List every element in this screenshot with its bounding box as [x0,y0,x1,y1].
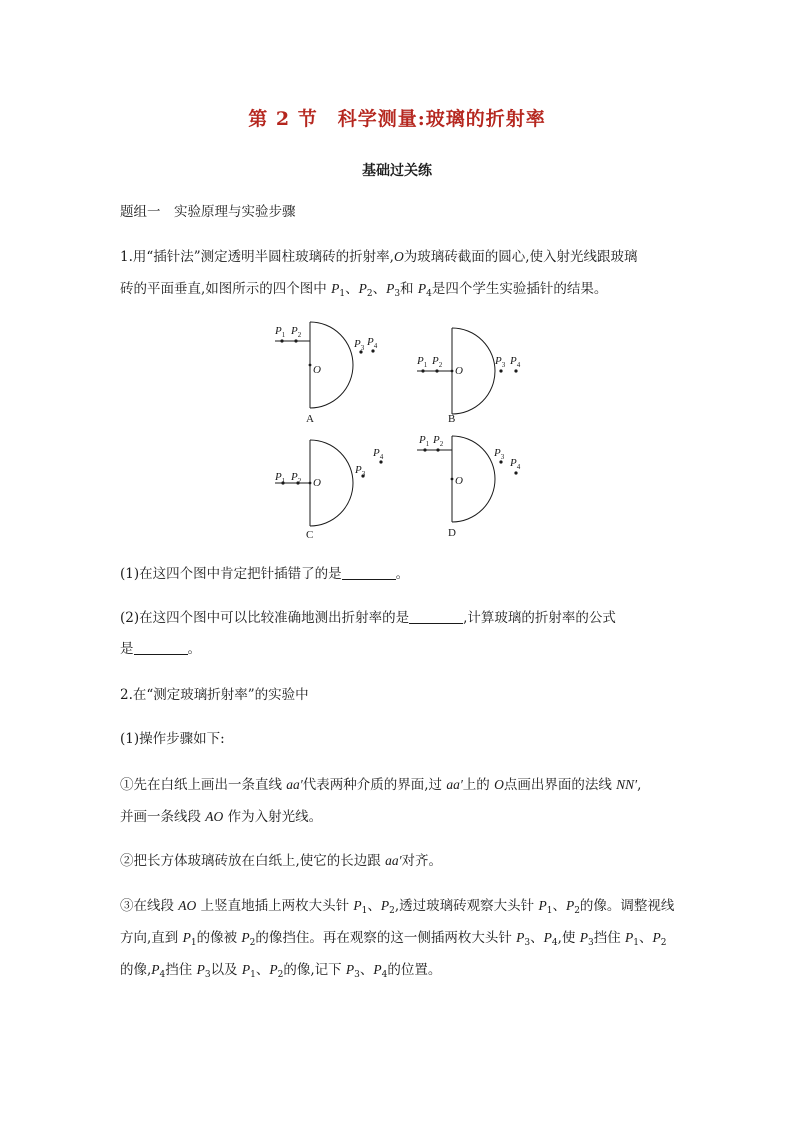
panel-c-center-o [309,482,312,485]
section-subtitle: 基础过关练 [362,163,432,179]
panel-c-label-p1: $P_1$ [275,471,286,485]
question-2-step-2: ②把长方体玻璃砖放在白纸上,使它的长边跟 aa′对齐。 [120,853,443,869]
panel-a-label-p3: $P_3$ [354,338,365,352]
question-1-part-2: (2)在这四个图中可以比较准确地测出折射率的是 ,计算玻璃的折射率的公式 是 。 [120,610,616,657]
panel-d-label-p1: $P_1$ [419,434,430,448]
panel-b-label-p4: $P_4$ [510,355,521,369]
panel-a-pin-p1 [280,339,283,342]
panel-b-pin-p4 [514,369,517,372]
panel-c-label-p4: $P_4$ [373,447,384,461]
panel-b-caption: B [448,413,456,425]
panel-a-label-p4: $P_4$ [367,336,378,350]
panel-b-label-p1: $P_1$ [417,355,428,369]
panel-d-pin-p2 [436,448,439,451]
panel-d-pin-p4 [514,471,517,474]
refraction-figure [265,318,535,546]
group-heading: 题组一 实验原理与实验步骤 [120,204,296,220]
panel-a-center-o [309,364,312,367]
question-2-step-1: ①先在白纸上画出一条直线 aa′代表两种介质的界面,过 aa′上的 O点画出界面的法线 NN′, 并画一条线段 AO 作为入射光线。 [120,777,642,825]
question-2-intro: 2.在“测定玻璃折射率”的实验中 [120,687,309,703]
panel-b-pin-p1 [421,369,424,372]
question-2-step-3: ③在线段 AO 上竖直地插上两枚大头针 $P_1$、$P_2$,透过玻璃砖观察大头针 $P_1$、$P_2$的像。调整视线 方向,直到 $P_1$的像被 $P_2$的像挡住。再在观察的这一侧插两枚大头针 $P_3$、$P_4$,使 $P_3$挡住 $P_1$、$P_2$ 的像$,P_4$挡住 $P_3$以及 $P_1$、$P_2$的像,记下 $P_3$、$P_4$的位置。 [120,898,675,980]
panel-a-pin-p2 [294,339,297,342]
panel-b-pin-p2 [435,369,438,372]
panel-a-label-p1: $P_1$ [275,325,286,339]
panel-b-center-o [451,370,454,373]
panel-b-label-p2: $P_2$ [432,355,443,369]
panel-c-label-p3: $P_3$ [355,464,366,478]
panel-b-label-p3: $P_3$ [495,355,506,369]
panel-d-pin-p1 [423,448,426,451]
panel-b-pin-p3 [499,369,502,372]
panel-c-label-p2: $P_2$ [291,471,302,485]
answer-blank-3 [134,640,188,655]
panel-d-center-o [451,478,454,481]
panel-c-label-o: O [313,477,321,489]
panel-d-caption: D [448,527,456,539]
panel-d-label-p3: $P_3$ [494,447,505,461]
panel-d-label-o: O [455,475,463,487]
panel-a-label-p2: $P_2$ [291,325,302,339]
answer-blank-1 [342,565,396,580]
panel-c-caption: C [306,529,314,541]
answer-blank-2 [409,609,463,624]
panel-d-label-p2: $P_2$ [433,434,444,448]
question-1-text: 1.用“插针法”测定透明半圆柱玻璃砖的折射率,O为玻璃砖截面的圆心,使入射光线跟玻璃 砖的平面垂直,如图所示的四个图中 $P_1$、$P_2$、$P_3$和 $P_4$是四个学生实验插针的结果。 [120,249,638,299]
panel-a-caption: A [306,413,314,425]
section-title: 第 2 节 科学测量:玻璃的折射率 [248,108,546,130]
question-2-steps-heading: (1)操作步骤如下: [120,731,225,747]
panel-a-label-o: O [313,364,321,376]
panel-b-label-o: O [455,365,463,377]
panel-d-label-p4: $P_4$ [510,457,521,471]
question-1-part-1: (1)在这四个图中肯定把针插错了的是 。 [120,566,410,582]
